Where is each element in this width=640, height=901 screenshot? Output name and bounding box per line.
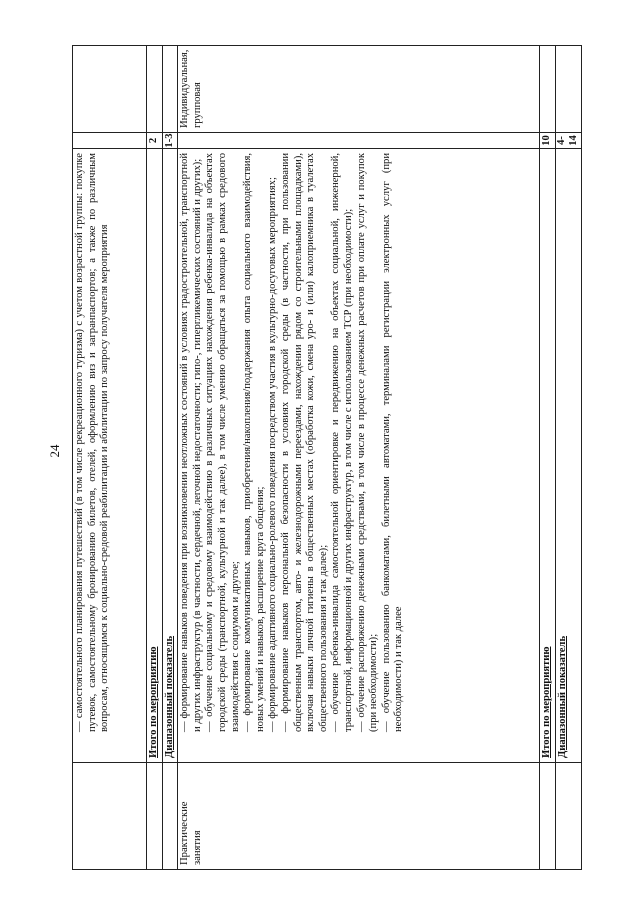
first-total-value: 2 bbox=[147, 133, 163, 149]
second-range-label: Диапазонный показатель bbox=[555, 149, 581, 763]
category-cell-empty bbox=[162, 763, 178, 870]
page-number: 24 bbox=[47, 444, 62, 458]
list-item: — формирование адаптивного социально-ролевого поведения посредством участия в культурно-досуговых мероприятиях; bbox=[267, 177, 279, 732]
form-cell-empty bbox=[73, 46, 147, 133]
content-cell bbox=[73, 149, 147, 763]
category-cell-empty bbox=[555, 763, 581, 870]
list-item: — обучение распоряжению денежными средствами, в том числе в процессе денежных расчетов при оплате услуг и покупок (при необходимости); bbox=[355, 153, 380, 732]
list-item: — обучение пользованию банкоматами, билетными автоматами, терминалами регистрации электронных услуг (при необходимости) и так далее bbox=[380, 153, 405, 732]
category-cell-empty bbox=[73, 763, 147, 870]
category-cell-empty bbox=[540, 763, 556, 870]
list-item: — формирование навыков поведения при возникновении неотложных состояний в условиях градостроительной, транспортной и других инфраструктур (в частности, сердечной, легочной недостаточности; гипо-, гипергликемических состояний и других); bbox=[179, 153, 203, 732]
rotated-table-wrapper bbox=[72, 45, 582, 870]
table-row bbox=[540, 46, 556, 870]
form-cell-empty bbox=[147, 46, 163, 133]
first-total-label: Итого по мероприятию bbox=[147, 149, 163, 763]
second-range-value: 4-14 bbox=[555, 133, 581, 149]
activities-table bbox=[72, 45, 582, 870]
hours-cell-empty bbox=[73, 133, 147, 149]
table-row bbox=[555, 46, 581, 870]
hours-cell-empty bbox=[178, 133, 540, 149]
form-cell-empty bbox=[540, 46, 556, 133]
table-row bbox=[178, 46, 540, 870]
first-block-text: — самостоятельного планирования путешествий (в том числе рекреационного туризма) с учетом возрастной группы: покупке путевок, самостоятельному бронированию билетов, отелей, оформлению виз и загранпаспортов; а также по различным вопросам, относящимся к социально-средовой реабилитации и абилитации по запросу получателя мероприятия bbox=[74, 153, 111, 732]
form-cell: Индивидуальная, групповая bbox=[178, 46, 540, 133]
category-cell: Практические занятия bbox=[178, 763, 540, 870]
second-total-label: Итого по мероприятию bbox=[540, 149, 556, 763]
table-row bbox=[73, 46, 147, 870]
table-row bbox=[147, 46, 163, 870]
category-cell-empty bbox=[147, 763, 163, 870]
list-item: — формирование коммуникативных навыков, приобретения/накопления/поддержания опыта социального взаимодействия, новых умений и навыков, расширение круга общения; bbox=[242, 153, 266, 732]
form-cell-empty bbox=[555, 46, 581, 133]
form-cell-empty bbox=[162, 46, 178, 133]
first-range-label: Диапазонный показатель bbox=[162, 149, 178, 763]
list-item: — обучение ребенка-инвалида самостоятельной ориентировке и передвижению на объектах социальной, инженерной, транспортной, информационной и других инфраструктур, в том числе с использованием ТСР (при необходимости); bbox=[330, 153, 354, 732]
table-row bbox=[162, 46, 178, 870]
list-item: — формирование навыков персональной безопасности в условиях городской среды (в частности, при пользовании общественным транспортом, авто- и железнодорожными переездами, нахождении рядом со строительными площадками), включая навыки личной гигиены в общественных местах (обработка кожи, смена уро- и (или) калоприемника в туалетах общественного пользования и так далее); bbox=[279, 153, 329, 732]
first-range-value: 1-3 bbox=[162, 133, 178, 149]
second-total-value: 10 bbox=[540, 133, 556, 149]
list-item: — обучение социальному и средовому взаимодействию в различных ситуациях нахождения ребенка-инвалида на объектах городской среды (транспортной, культурной и так далее), в том числе умению обращаться за помощью в рамках средового взаимодействия с социумом и другое; bbox=[204, 153, 241, 732]
content-cell bbox=[178, 149, 540, 763]
